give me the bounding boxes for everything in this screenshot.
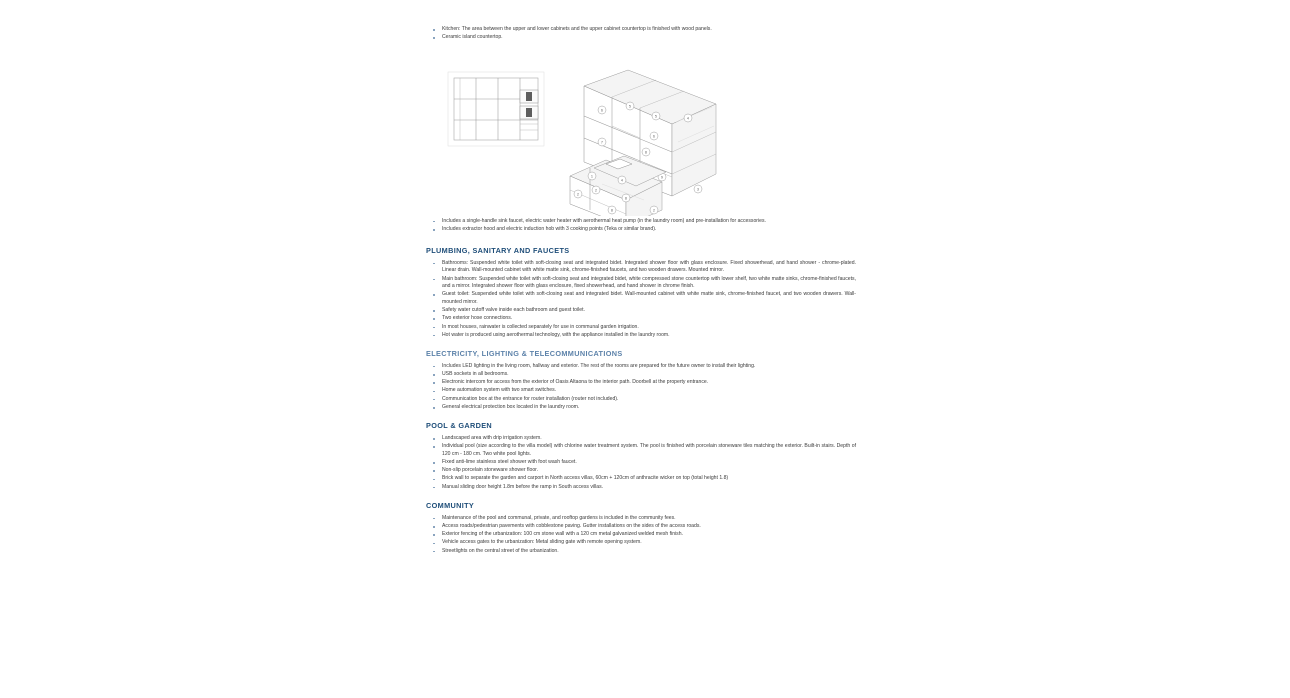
- section-title-electricity: ELECTRICITY, LIGHTING & TELECOMMUNICATIONS: [426, 349, 623, 359]
- svg-text:4: 4: [687, 116, 689, 121]
- svg-text:2: 2: [577, 192, 579, 197]
- community-bullet-list: [426, 515, 856, 556]
- list-item: Maintenance of the pool and communal, private, and rooftop gardens is included in the community fees.: [426, 515, 856, 522]
- section-title-plumbing: PLUMBING, SANITARY AND FAUCETS: [426, 246, 570, 256]
- document-content: [426, 26, 856, 556]
- pool-bullet-list: [426, 435, 856, 491]
- list-item: Individual pool (size according to the villa model) with chlorine water treatment system. The pool is finished with porcelain stoneware tiles matching the exterior. Built-in stairs. Depth of 120 cm - 180 cm. Two white pool lights.: [426, 443, 856, 458]
- list-item: Includes extractor hood and electric induction hob with 3 cooking points (Teka or similar brand).: [426, 226, 856, 233]
- list-item: Communication box at the entrance for router installation (router not included).: [426, 396, 856, 403]
- list-item: USB sockets in all bedrooms.: [426, 371, 856, 378]
- intro-bullet-list: [426, 26, 856, 42]
- list-item: Kitchen: The area between the upper and lower cabinets and the upper cabinet countertop is finished with wood panels.: [426, 26, 856, 33]
- svg-text:8: 8: [645, 150, 647, 155]
- list-item: Includes a single-handle sink faucet, electric water heater with aerothermal heat pump (in the laundry room) and pre-installation for accessories.: [426, 218, 856, 225]
- svg-text:5: 5: [629, 104, 631, 109]
- electricity-bullet-list: [426, 363, 856, 412]
- list-item: Access roads/pedestrian pavements with cobblestone paving. Gutter installations on the sides of the access roads.: [426, 523, 856, 530]
- list-item: Brick wall to separate the garden and carport in North access villas, 60cm + 120cm of anthracite wicker on top (total height 1.8): [426, 475, 856, 482]
- kitchen-floor-plan: [446, 68, 551, 153]
- svg-text:8: 8: [611, 208, 613, 213]
- list-item: Electronic intercom for access from the exterior of Oasis Altaona to the interior path. Doorbell at the property entrance.: [426, 379, 856, 386]
- list-item: Includes LED lighting in the living room, hallway and exterior. The rest of the rooms are prepared for the future owner to install their lighting.: [426, 363, 856, 370]
- list-item: Safety water cutoff valve inside each bathroom and guest toilet.: [426, 307, 856, 314]
- svg-text:5: 5: [655, 114, 657, 119]
- appliances-bullet-list: [426, 218, 856, 234]
- list-item: General electrical protection box located in the laundry room.: [426, 404, 856, 411]
- svg-text:3: 3: [697, 187, 699, 192]
- svg-text:6: 6: [601, 108, 603, 113]
- list-item: Two exterior hose connections.: [426, 315, 856, 322]
- list-item: Vehicle access gates to the urbanization: Metal sliding gate with remote opening system.: [426, 539, 856, 546]
- svg-text:8: 8: [625, 196, 627, 201]
- list-item: Exterior fencing of the urbanization: 100 cm stone wall with a 120 cm metal galvanized welded mesh finish.: [426, 531, 856, 538]
- list-item: Bathrooms: Suspended white toilet with soft-closing seat and integrated bidet. Integrated shower floor with glass enclosure. Fixed showerhead, and hand shower - chrome-plated. Linear drain. Wall-mounted cabinet with white matte sink, chrome-finished faucets, and two wooden drawers. Mounted mirror.: [426, 260, 856, 275]
- list-item: Streetlights on the central street of the urbanization.: [426, 548, 856, 555]
- svg-text:9: 9: [661, 175, 663, 180]
- list-item: Manual sliding door height 1.8m before the ramp in South access villas.: [426, 484, 856, 491]
- list-item: Non-slip porcelain stoneware shower floor.: [426, 467, 856, 474]
- list-item: Hot water is produced using aerothermal technology, with the appliance installed in the laundry room.: [426, 332, 856, 339]
- list-item: Landscaped area with drip irrigation system.: [426, 435, 856, 442]
- svg-text:2: 2: [595, 188, 597, 193]
- svg-text:4: 4: [621, 178, 623, 183]
- list-item: Guest toilet: Suspended white toilet with soft-closing seat and integrated bidet. Wall-mounted cabinet with white matte sink, chrome-finished faucet, and two wooden drawers. Wall-mounted mirror.: [426, 291, 856, 306]
- list-item: Home automation system with two smart switches.: [426, 387, 856, 394]
- list-item: Fixed anti-lime stainless steel shower with foot wash faucet.: [426, 459, 856, 466]
- plumbing-bullet-list: [426, 260, 856, 339]
- svg-text:6: 6: [653, 134, 655, 139]
- svg-text:7: 7: [601, 140, 603, 145]
- kitchen-cabinet-isometric: [566, 64, 726, 216]
- svg-text:2: 2: [653, 208, 655, 213]
- list-item: Main bathroom: Suspended white toilet with soft-closing seat and integrated bidet, white compressed stone countertop with lower shelf, two white matte sinks, chrome-finished faucets, and a mirror. Integrated shower floor with glass enclosure, fixed showerhead, and hand shower in chrome finish.: [426, 276, 856, 291]
- kitchen-figure-group: [426, 46, 856, 216]
- list-item: In most houses, rainwater is collected separately for use in communal garden irrigation.: [426, 324, 856, 331]
- svg-text:1: 1: [591, 174, 593, 179]
- section-title-community: COMMUNITY: [426, 501, 475, 511]
- list-item: Ceramic island countertop.: [426, 34, 856, 41]
- section-title-pool: POOL & GARDEN: [426, 421, 493, 431]
